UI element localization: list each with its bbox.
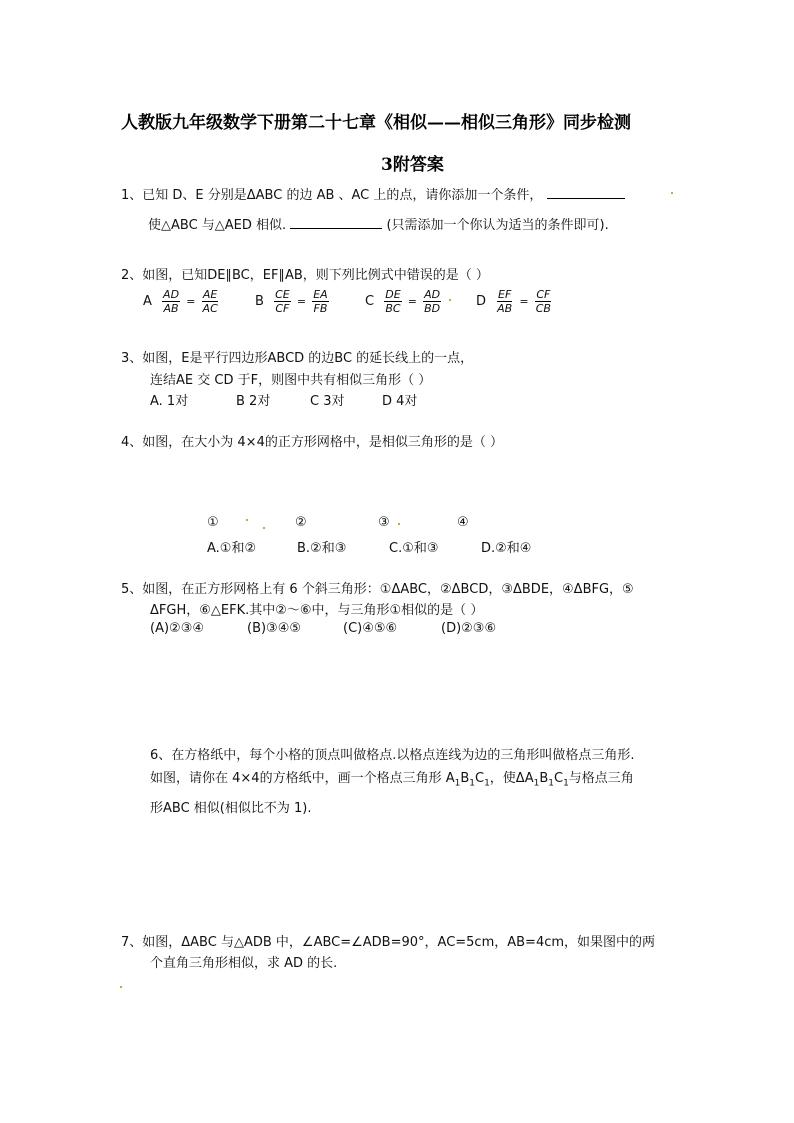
scan-artifact — [120, 986, 122, 988]
question-2-option-b[interactable]: B $\frac{CE}{CF}$ = $\frac{EA}{FB}$ — [255, 288, 328, 315]
scan-artifact — [398, 523, 400, 525]
question-2-text: 2、如图，已知DE∥BC，EF∥AB，则下列比例式中错误的是（ ） — [121, 268, 489, 283]
question-4-option-c[interactable]: C.①和③ — [389, 541, 439, 556]
question-4-option-b[interactable]: B.②和③ — [297, 541, 347, 556]
scan-artifact — [246, 519, 248, 521]
question-1-line-1 — [121, 184, 625, 203]
question-1-line-2 — [148, 214, 609, 233]
fraction: $\frac{CF}{CB}$ — [535, 288, 551, 315]
question-4-option-d[interactable]: D.②和④ — [481, 541, 532, 556]
question-2-options — [143, 288, 563, 324]
question-1-answer-blank-2[interactable] — [290, 215, 382, 229]
fraction: $\frac{CE}{CF}$ — [275, 288, 290, 315]
question-3-option-d[interactable]: D 4对 — [382, 394, 418, 409]
question-5-option-a[interactable]: (A)②③④ — [150, 621, 204, 636]
question-1-note: (只需添加一个你认为适当的条件即可). — [386, 218, 609, 233]
figure-label-1: ① — [207, 515, 219, 530]
fraction: $\frac{EA}{FB}$ — [313, 288, 328, 315]
question-7-text: 7、如图，ΔABC 与△ADB 中，∠ABC=∠ADB=90°，AC=5cm，AB=4cm，如果图中的两 — [121, 935, 656, 950]
scan-artifact — [263, 527, 265, 529]
question-1-text: 1、已知 D、E 分别是ΔABC 的边 AB 、AC 上的点，请你添加一个条件， — [121, 188, 543, 203]
question-3-option-c[interactable]: C 3对 — [310, 394, 345, 409]
question-2-option-a[interactable]: A $\frac{AD}{AB}$ = $\frac{AE}{AC}$ — [143, 288, 218, 315]
question-3-option-b[interactable]: B 2对 — [236, 394, 271, 409]
question-6-text-3: 形ABC 相似(相似比不为 1). — [150, 801, 312, 816]
question-6-text-2: 如图，请你在 4×4的方格纸中，画一个格点三角形 $A_1B_1C_1$，使$\Delta A_1B_1C_1$与格点三角 — [150, 771, 634, 789]
scan-artifact — [671, 192, 673, 194]
scan-artifact — [449, 299, 451, 301]
question-4-option-a[interactable]: A.①和② — [207, 541, 257, 556]
question-2-option-c[interactable]: C $\frac{DE}{BC}$ = $\frac{AD}{BD}$ — [365, 288, 441, 315]
figure-label-2: ② — [295, 515, 307, 530]
question-5-text: 5、如图，在正方形网格上有 6 个斜三角形：①ΔABC，②ΔBCD，③ΔBDE，④ΔBFG，⑤ — [121, 582, 634, 597]
fraction: $\frac{AE}{AC}$ — [202, 288, 218, 315]
question-1-answer-blank-1[interactable] — [547, 185, 625, 199]
question-5-option-d[interactable]: (D)②③⑥ — [441, 621, 497, 636]
question-5-option-c[interactable]: (C)④⑤⑥ — [343, 621, 398, 636]
fraction: $\frac{EF}{AB}$ — [497, 288, 513, 315]
question-2-option-d[interactable]: D $\frac{EF}{AB}$ = $\frac{CF}{CB}$ — [476, 288, 551, 315]
question-4-text: 4、如图，在大小为 4×4的正方形网格中，是相似三角形的是（ ） — [121, 435, 503, 450]
fraction: $\frac{AD}{AB}$ — [163, 288, 180, 315]
figure-label-4: ④ — [457, 515, 469, 530]
fraction: $\frac{AD}{BD}$ — [424, 288, 441, 315]
page-title-continued: 3附答案 — [381, 155, 444, 175]
question-3-text-2: 连结AE 交 CD 于F，则图中共有相似三角形（ ） — [150, 373, 432, 388]
page-title: 人教版九年级数学下册第二十七章《相似——相似三角形》同步检测 — [121, 113, 631, 133]
question-3-text: 3、如图，E是平行四边形ABCD 的边BC 的延长线上的一点， — [121, 351, 474, 366]
question-1-text-2: 使△ABC 与△AED 相似. — [148, 218, 287, 233]
figure-label-3: ③ — [378, 515, 390, 530]
question-3-option-a[interactable]: A. 1对 — [150, 394, 189, 409]
question-7-text-2: 个直角三角形相似，求 AD 的长. — [150, 956, 338, 971]
question-5-option-b[interactable]: (B)③④⑤ — [247, 621, 302, 636]
question-6-text: 6、在方格纸中，每个小格的顶点叫做格点.以格点连线为边的三角形叫做格点三角形. — [150, 748, 635, 763]
fraction: $\frac{DE}{BC}$ — [385, 288, 401, 315]
question-5-text-2: ΔFGH，⑥△EFK.其中②～⑥中，与三角形①相似的是（ ） — [150, 603, 484, 618]
